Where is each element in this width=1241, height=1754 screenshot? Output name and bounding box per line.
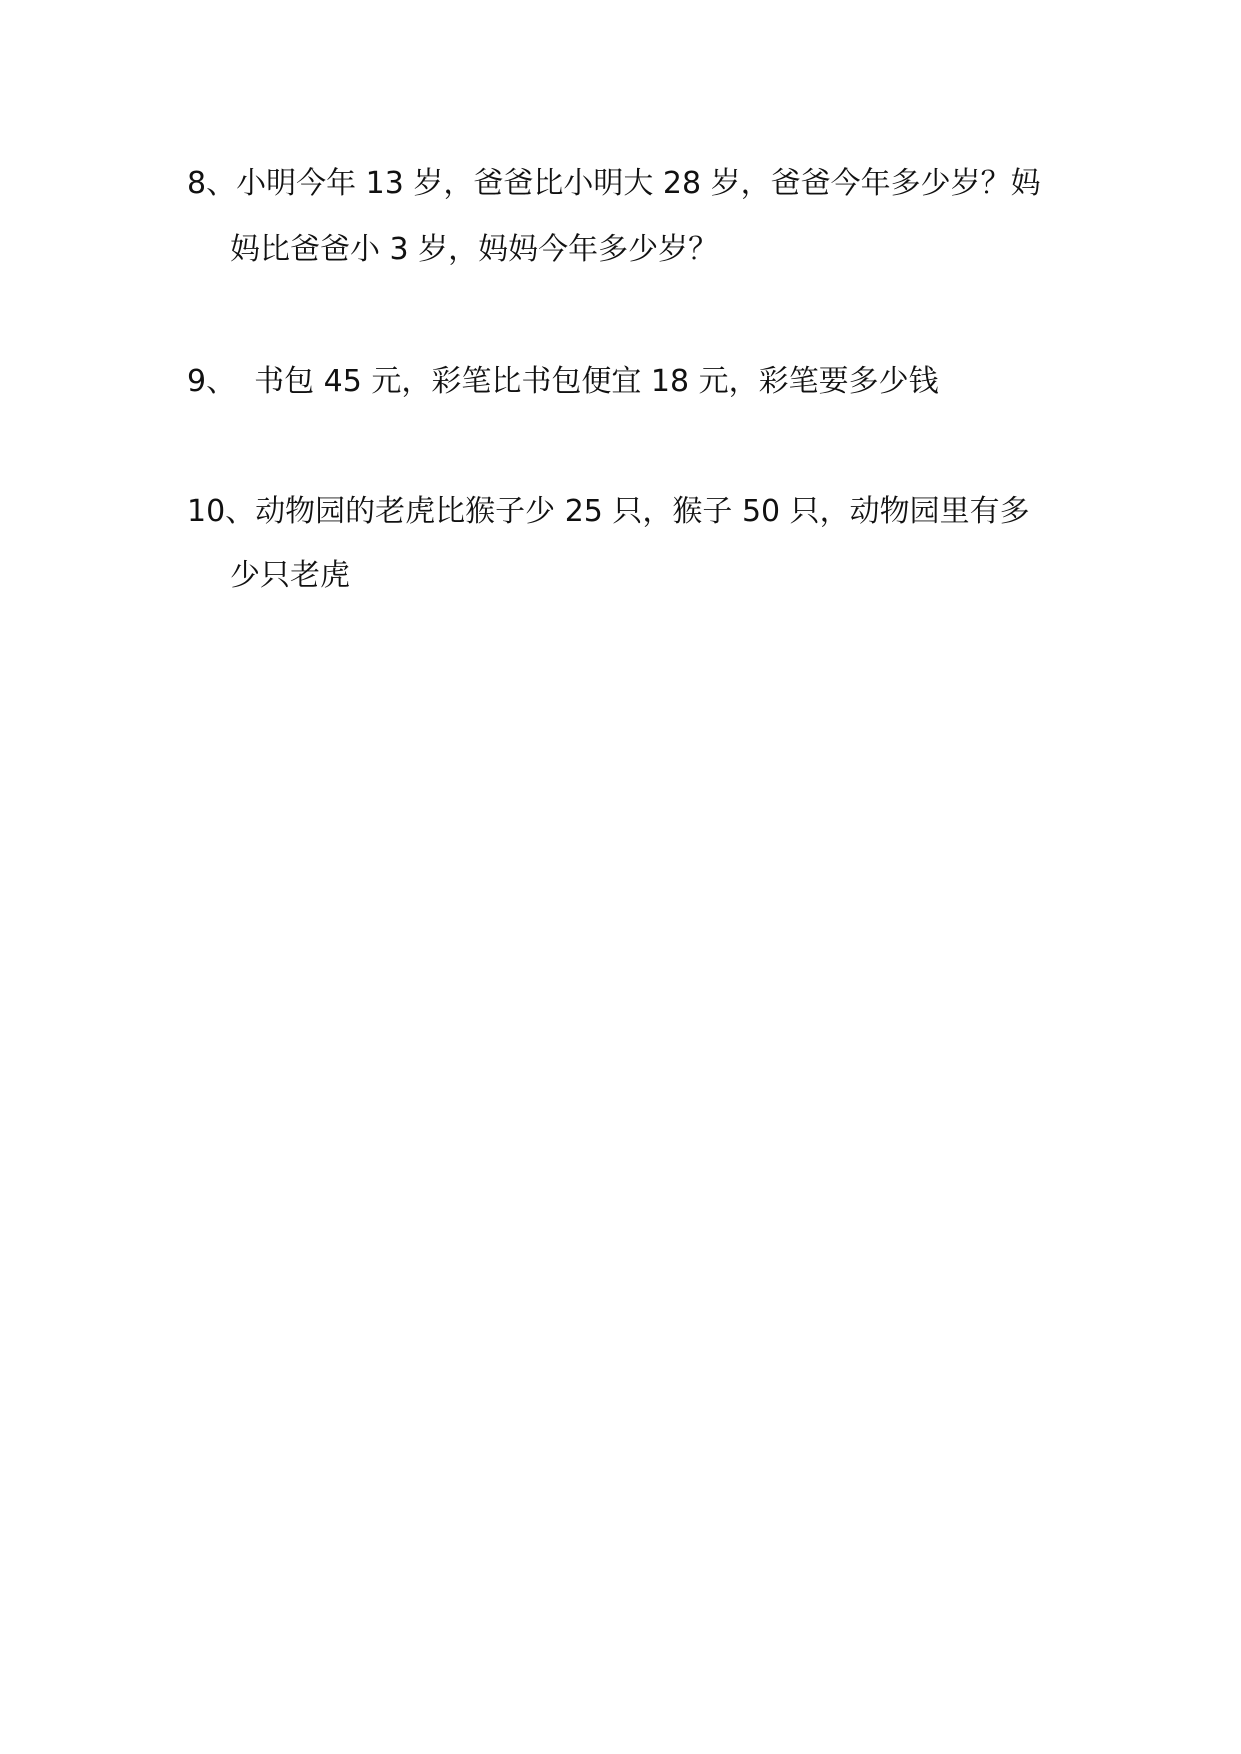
problem-10-line-1 [187, 492, 1030, 532]
problem-10-text-2: 少只老虎 [230, 558, 350, 593]
problem-10-text-1: 动物园的老虎比猴子少 25 只，猴子 50 只，动物园里有多 [255, 494, 1030, 529]
problem-8-text-1: 小明今年 13 岁，爸爸比小明大 28 岁，爸爸今年多少岁？妈 [236, 166, 1041, 201]
problem-8-line-1 [187, 164, 1041, 204]
problem-8-number: 8、 [187, 166, 237, 201]
problem-9-text-1: 书包 45 元，彩笔比书包便宜 18 元，彩笔要多少钱 [254, 364, 939, 399]
problem-10-number: 10、 [187, 494, 256, 529]
problem-8-line-2 [230, 230, 718, 270]
problem-9-line-1 [187, 362, 939, 402]
problem-8-text-2: 妈比爸爸小 3 岁，妈妈今年多少岁？ [230, 232, 719, 267]
problem-9-number: 9、 [187, 364, 237, 399]
problem-10-line-2 [230, 556, 350, 596]
